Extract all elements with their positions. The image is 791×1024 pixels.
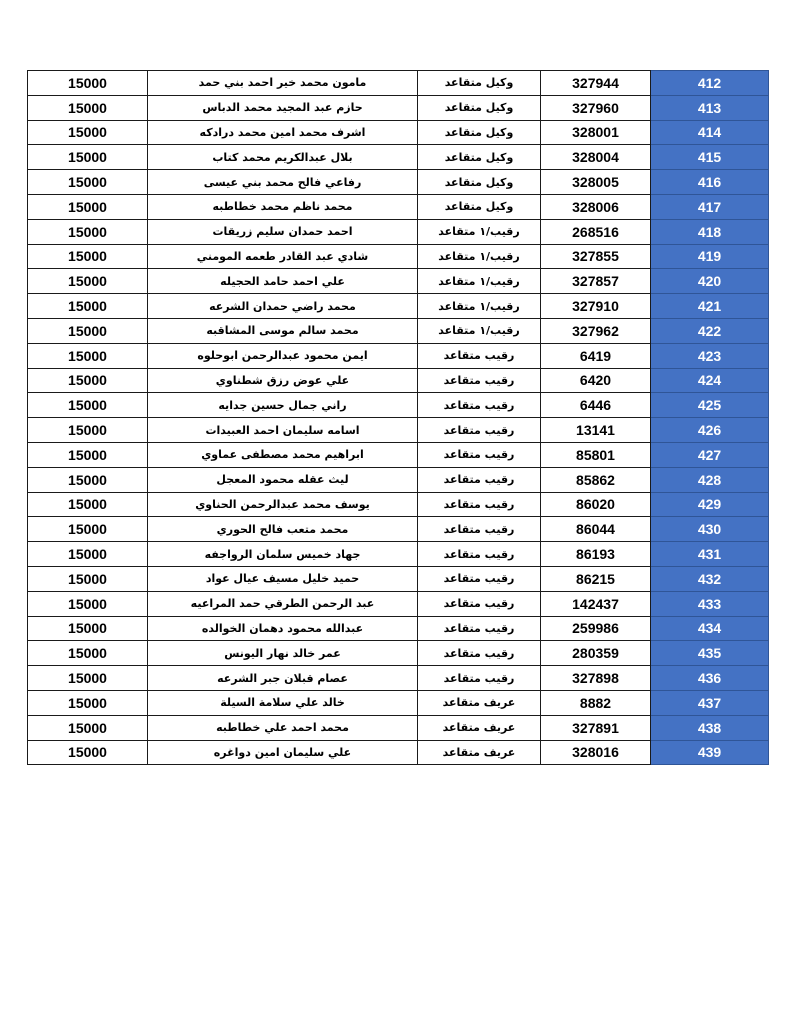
amount-cell: 15000 bbox=[28, 715, 148, 740]
id-number-cell: 327944 bbox=[541, 71, 651, 96]
sequence-number-cell: 414 bbox=[651, 120, 769, 145]
id-number-cell: 327898 bbox=[541, 666, 651, 691]
rank-cell: رقيب/١ متقاعد bbox=[418, 318, 541, 343]
amount-cell: 15000 bbox=[28, 244, 148, 269]
name-cell: يوسف محمد عبدالرحمن الحناوي bbox=[148, 492, 418, 517]
name-cell: علي سليمان امين دواغره bbox=[148, 740, 418, 765]
sequence-number-cell: 433 bbox=[651, 591, 769, 616]
rank-cell: رقيب متقاعد bbox=[418, 368, 541, 393]
table-row bbox=[28, 566, 769, 591]
sequence-number-cell: 423 bbox=[651, 343, 769, 368]
rank-cell: رقيب/١ متقاعد bbox=[418, 244, 541, 269]
rank-cell: رقيب متقاعد bbox=[418, 442, 541, 467]
name-cell: احمد حمدان سليم زريقات bbox=[148, 219, 418, 244]
table-row bbox=[28, 120, 769, 145]
sequence-number-cell: 429 bbox=[651, 492, 769, 517]
rank-cell: رقيب متقاعد bbox=[418, 393, 541, 418]
name-cell: مامون محمد خير احمد بني حمد bbox=[148, 71, 418, 96]
name-cell: ليث عقله محمود المعجل bbox=[148, 467, 418, 492]
rank-cell: وكيل متقاعد bbox=[418, 145, 541, 170]
id-number-cell: 328001 bbox=[541, 120, 651, 145]
sequence-number-cell: 420 bbox=[651, 269, 769, 294]
sequence-number-cell: 426 bbox=[651, 418, 769, 443]
amount-cell: 15000 bbox=[28, 368, 148, 393]
rank-cell: رقيب متقاعد bbox=[418, 641, 541, 666]
sequence-number-cell: 437 bbox=[651, 690, 769, 715]
sequence-number-cell: 439 bbox=[651, 740, 769, 765]
table-row bbox=[28, 690, 769, 715]
amount-cell: 15000 bbox=[28, 343, 148, 368]
rank-cell: رقيب متقاعد bbox=[418, 591, 541, 616]
table-row bbox=[28, 368, 769, 393]
id-number-cell: 327855 bbox=[541, 244, 651, 269]
sequence-number-cell: 431 bbox=[651, 542, 769, 567]
table-row bbox=[28, 492, 769, 517]
sequence-number-cell: 434 bbox=[651, 616, 769, 641]
amount-cell: 15000 bbox=[28, 591, 148, 616]
name-cell: محمد ناظم محمد خطاطبه bbox=[148, 194, 418, 219]
table-row bbox=[28, 641, 769, 666]
rank-cell: رقيب/١ متقاعد bbox=[418, 269, 541, 294]
amount-cell: 15000 bbox=[28, 666, 148, 691]
rank-cell: عريف متقاعد bbox=[418, 690, 541, 715]
amount-cell: 15000 bbox=[28, 170, 148, 195]
rank-cell: وكيل متقاعد bbox=[418, 95, 541, 120]
id-number-cell: 142437 bbox=[541, 591, 651, 616]
id-number-cell: 86215 bbox=[541, 566, 651, 591]
rank-cell: رقيب/١ متقاعد bbox=[418, 294, 541, 319]
rank-cell: رقيب متقاعد bbox=[418, 517, 541, 542]
name-cell: محمد احمد علي خطاطبه bbox=[148, 715, 418, 740]
table-row bbox=[28, 542, 769, 567]
table-row bbox=[28, 616, 769, 641]
table-row bbox=[28, 95, 769, 120]
name-cell: محمد راضي حمدان الشرعه bbox=[148, 294, 418, 319]
amount-cell: 15000 bbox=[28, 120, 148, 145]
amount-cell: 15000 bbox=[28, 95, 148, 120]
rank-cell: رقيب متقاعد bbox=[418, 467, 541, 492]
sequence-number-cell: 438 bbox=[651, 715, 769, 740]
id-number-cell: 327910 bbox=[541, 294, 651, 319]
name-cell: اسامه سليمان احمد العبيدات bbox=[148, 418, 418, 443]
id-number-cell: 327891 bbox=[541, 715, 651, 740]
sequence-number-cell: 421 bbox=[651, 294, 769, 319]
rank-cell: وكيل متقاعد bbox=[418, 120, 541, 145]
amount-cell: 15000 bbox=[28, 542, 148, 567]
rank-cell: رقيب متقاعد bbox=[418, 566, 541, 591]
name-cell: حازم عبد المجيد محمد الدباس bbox=[148, 95, 418, 120]
table-row bbox=[28, 219, 769, 244]
rank-cell: رقيب متقاعد bbox=[418, 343, 541, 368]
amount-cell: 15000 bbox=[28, 269, 148, 294]
id-number-cell: 328006 bbox=[541, 194, 651, 219]
sequence-number-cell: 435 bbox=[651, 641, 769, 666]
table-row bbox=[28, 71, 769, 96]
sequence-number-cell: 413 bbox=[651, 95, 769, 120]
sequence-number-cell: 415 bbox=[651, 145, 769, 170]
sequence-number-cell: 412 bbox=[651, 71, 769, 96]
id-number-cell: 85801 bbox=[541, 442, 651, 467]
id-number-cell: 259986 bbox=[541, 616, 651, 641]
table-row bbox=[28, 517, 769, 542]
name-cell: عبدالله محمود دهمان الخوالده bbox=[148, 616, 418, 641]
name-cell: جهاد خميس سلمان الرواجفه bbox=[148, 542, 418, 567]
sequence-number-cell: 432 bbox=[651, 566, 769, 591]
sequence-number-cell: 417 bbox=[651, 194, 769, 219]
amount-cell: 15000 bbox=[28, 219, 148, 244]
table-row bbox=[28, 740, 769, 765]
name-cell: علي احمد حامد الحجيله bbox=[148, 269, 418, 294]
amount-cell: 15000 bbox=[28, 517, 148, 542]
rank-cell: رقيب متقاعد bbox=[418, 616, 541, 641]
table-body bbox=[28, 71, 769, 765]
table-row bbox=[28, 318, 769, 343]
name-cell: عصام قبلان جبر الشرعه bbox=[148, 666, 418, 691]
table-row bbox=[28, 145, 769, 170]
rank-cell: رقيب متقاعد bbox=[418, 666, 541, 691]
name-cell: خالد علي سلامة السيلة bbox=[148, 690, 418, 715]
table-row bbox=[28, 170, 769, 195]
rank-cell: عريف متقاعد bbox=[418, 715, 541, 740]
id-number-cell: 6446 bbox=[541, 393, 651, 418]
id-number-cell: 6420 bbox=[541, 368, 651, 393]
amount-cell: 15000 bbox=[28, 616, 148, 641]
id-number-cell: 13141 bbox=[541, 418, 651, 443]
amount-cell: 15000 bbox=[28, 71, 148, 96]
rank-cell: وكيل متقاعد bbox=[418, 170, 541, 195]
amount-cell: 15000 bbox=[28, 418, 148, 443]
name-cell: علي عوض رزق شطناوي bbox=[148, 368, 418, 393]
name-cell: راني جمال حسين جدايه bbox=[148, 393, 418, 418]
sequence-number-cell: 416 bbox=[651, 170, 769, 195]
rank-cell: رقيب متقاعد bbox=[418, 492, 541, 517]
rank-cell: وكيل متقاعد bbox=[418, 194, 541, 219]
table-row bbox=[28, 294, 769, 319]
amount-cell: 15000 bbox=[28, 194, 148, 219]
rank-cell: رقيب متقاعد bbox=[418, 542, 541, 567]
id-number-cell: 86044 bbox=[541, 517, 651, 542]
table-row bbox=[28, 467, 769, 492]
name-cell: شادي عبد القادر طعمه المومني bbox=[148, 244, 418, 269]
rank-cell: رقيب متقاعد bbox=[418, 418, 541, 443]
sequence-number-cell: 419 bbox=[651, 244, 769, 269]
amount-cell: 15000 bbox=[28, 467, 148, 492]
amount-cell: 15000 bbox=[28, 492, 148, 517]
sequence-number-cell: 428 bbox=[651, 467, 769, 492]
id-number-cell: 268516 bbox=[541, 219, 651, 244]
amount-cell: 15000 bbox=[28, 393, 148, 418]
name-cell: عمر خالد نهار اليونس bbox=[148, 641, 418, 666]
id-number-cell: 280359 bbox=[541, 641, 651, 666]
sequence-number-cell: 425 bbox=[651, 393, 769, 418]
table-row bbox=[28, 418, 769, 443]
name-cell: محمد سالم موسى المشاقبه bbox=[148, 318, 418, 343]
rank-cell: وكيل متقاعد bbox=[418, 71, 541, 96]
name-cell: اشرف محمد امين محمد درادكه bbox=[148, 120, 418, 145]
table-row bbox=[28, 442, 769, 467]
id-number-cell: 328016 bbox=[541, 740, 651, 765]
id-number-cell: 328005 bbox=[541, 170, 651, 195]
retirees-table bbox=[27, 70, 769, 765]
table-row bbox=[28, 269, 769, 294]
table-row bbox=[28, 666, 769, 691]
table-row bbox=[28, 715, 769, 740]
sequence-number-cell: 436 bbox=[651, 666, 769, 691]
id-number-cell: 86193 bbox=[541, 542, 651, 567]
sequence-number-cell: 430 bbox=[651, 517, 769, 542]
sequence-number-cell: 418 bbox=[651, 219, 769, 244]
id-number-cell: 328004 bbox=[541, 145, 651, 170]
name-cell: بلال عبدالكريم محمد كتاب bbox=[148, 145, 418, 170]
amount-cell: 15000 bbox=[28, 145, 148, 170]
table-row bbox=[28, 591, 769, 616]
id-number-cell: 327962 bbox=[541, 318, 651, 343]
id-number-cell: 327960 bbox=[541, 95, 651, 120]
sequence-number-cell: 427 bbox=[651, 442, 769, 467]
id-number-cell: 85862 bbox=[541, 467, 651, 492]
name-cell: ايمن محمود عبدالرحمن ابوحلوه bbox=[148, 343, 418, 368]
id-number-cell: 6419 bbox=[541, 343, 651, 368]
id-number-cell: 327857 bbox=[541, 269, 651, 294]
name-cell: رفاعي فالح محمد بني عيسى bbox=[148, 170, 418, 195]
amount-cell: 15000 bbox=[28, 690, 148, 715]
table-row bbox=[28, 343, 769, 368]
table-row bbox=[28, 194, 769, 219]
name-cell: عبد الرحمن الطرقي حمد المراعيه bbox=[148, 591, 418, 616]
table-row bbox=[28, 393, 769, 418]
rank-cell: عريف متقاعد bbox=[418, 740, 541, 765]
amount-cell: 15000 bbox=[28, 740, 148, 765]
name-cell: ابراهيم محمد مصطفى عماوي bbox=[148, 442, 418, 467]
name-cell: محمد متعب فالح الحوري bbox=[148, 517, 418, 542]
name-cell: حميد خليل مسيف عيال عواد bbox=[148, 566, 418, 591]
amount-cell: 15000 bbox=[28, 318, 148, 343]
amount-cell: 15000 bbox=[28, 566, 148, 591]
sequence-number-cell: 422 bbox=[651, 318, 769, 343]
amount-cell: 15000 bbox=[28, 442, 148, 467]
id-number-cell: 8882 bbox=[541, 690, 651, 715]
rank-cell: رقيب/١ متقاعد bbox=[418, 219, 541, 244]
id-number-cell: 86020 bbox=[541, 492, 651, 517]
amount-cell: 15000 bbox=[28, 641, 148, 666]
amount-cell: 15000 bbox=[28, 294, 148, 319]
sequence-number-cell: 424 bbox=[651, 368, 769, 393]
table-row bbox=[28, 244, 769, 269]
